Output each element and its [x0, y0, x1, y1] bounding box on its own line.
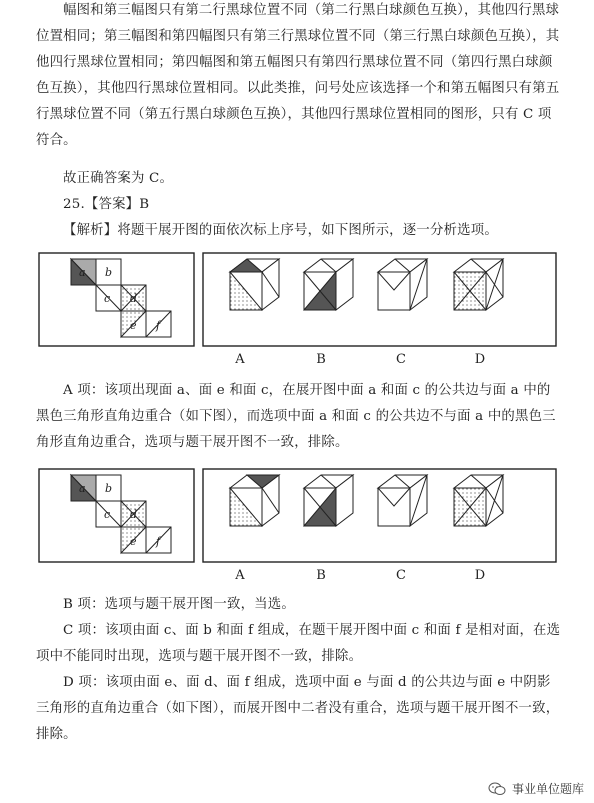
label-c-2: c [104, 508, 111, 521]
paragraph-option-d: D 项：该项由面 e、面 d、面 f 组成，选项中面 e 与面 d 的公共边与面 e 中阴影三角形的直角边重合（如下图），而展开图中二者没有重合，选项与题干展开图不一致，排除。 [36, 675, 560, 742]
label-d: d [130, 292, 138, 305]
option-label-c-2: C [396, 568, 406, 583]
answer-label: 25.【答案】 [63, 197, 140, 212]
option-labels-2 [0, 568, 594, 588]
cube-option-b [304, 259, 353, 310]
label-e-2: e [130, 535, 137, 548]
watermark-text: 事业单位题库 [511, 782, 584, 796]
analysis-tag: 【解析】 [63, 223, 118, 238]
wechat-icon [488, 782, 506, 796]
answer-line [36, 192, 562, 218]
label-b-2: b [105, 482, 113, 495]
label-d-2: d [130, 508, 138, 521]
cube-option-c-2 [378, 475, 427, 526]
cube-option-a [230, 259, 279, 310]
cube-option-c [378, 259, 427, 310]
label-f: f [156, 319, 161, 332]
label-f-2: f [156, 535, 161, 548]
analysis-intro [36, 218, 562, 244]
option-label-d: D [474, 352, 486, 367]
paragraph-option-b: B 项：选项与题干展开图一致，当选。 [63, 597, 295, 612]
analysis-text: 将题干展开图的面依次标上序号，如下图所示，逐一分析选项。 [117, 223, 498, 238]
label-b: b [105, 266, 113, 279]
option-labels-1 [0, 352, 594, 372]
paragraph-conclusion: 故正确答案为 C。 [63, 171, 174, 186]
watermark [488, 780, 584, 797]
cube-option-b-2 [304, 475, 353, 526]
figure-2 [38, 468, 558, 563]
label-a-2: a [79, 482, 86, 495]
label-c: c [104, 292, 111, 305]
figure-1 [38, 252, 558, 347]
option-label-b: B [316, 352, 326, 367]
cube-option-a-2 [230, 475, 279, 526]
option-label-b-2: B [316, 568, 326, 583]
paragraph-option-a: A 项：该项出现面 a、面 e 和面 c，在展开图中面 a 和面 c 的公共边与面 a 中的黑色三角形直角边重合（如下图），而选项中面 a 和面 c 的公共边不与面 a 中的黑色三角形直角边重合，选项与题干展开图不一致，排除。 [36, 383, 556, 450]
option-label-d-2: D [474, 568, 486, 583]
option-label-a-2: A [235, 568, 245, 583]
cube-option-d-2 [454, 475, 503, 526]
paragraph-option-c: C 项：该项由面 c、面 b 和面 f 组成，在题干展开图中面 c 和面 f 是相对面，在选项中不能同时出现，选项与题干展开图不一致，排除。 [36, 623, 561, 664]
answer-value: B [139, 197, 150, 212]
paragraph-continuation: 幅图和第三幅图只有第二行黑球位置不同（第二行黑白球颜色互换），其他四行黑球位置相同；第三幅图和第四幅图只有第三行黑球位置不同（第三行黑白球颜色互换），其他四行黑球位置相同；第四幅图和第五幅图只有第四行黑球位置不同（第四行黑白球颜色互换），其他四行黑球位置相同。以此类推，问号处应该选择一个和第五幅图只有第五行黑球位置不同（第五行黑白球颜色互换），其他四行黑球位置相同的图形，只有 C 项符合。 [36, 3, 560, 148]
label-a: a [79, 266, 86, 279]
option-label-c: C [396, 352, 406, 367]
cube-option-d [454, 259, 503, 310]
option-label-a: A [235, 352, 245, 367]
label-e: e [130, 319, 137, 332]
